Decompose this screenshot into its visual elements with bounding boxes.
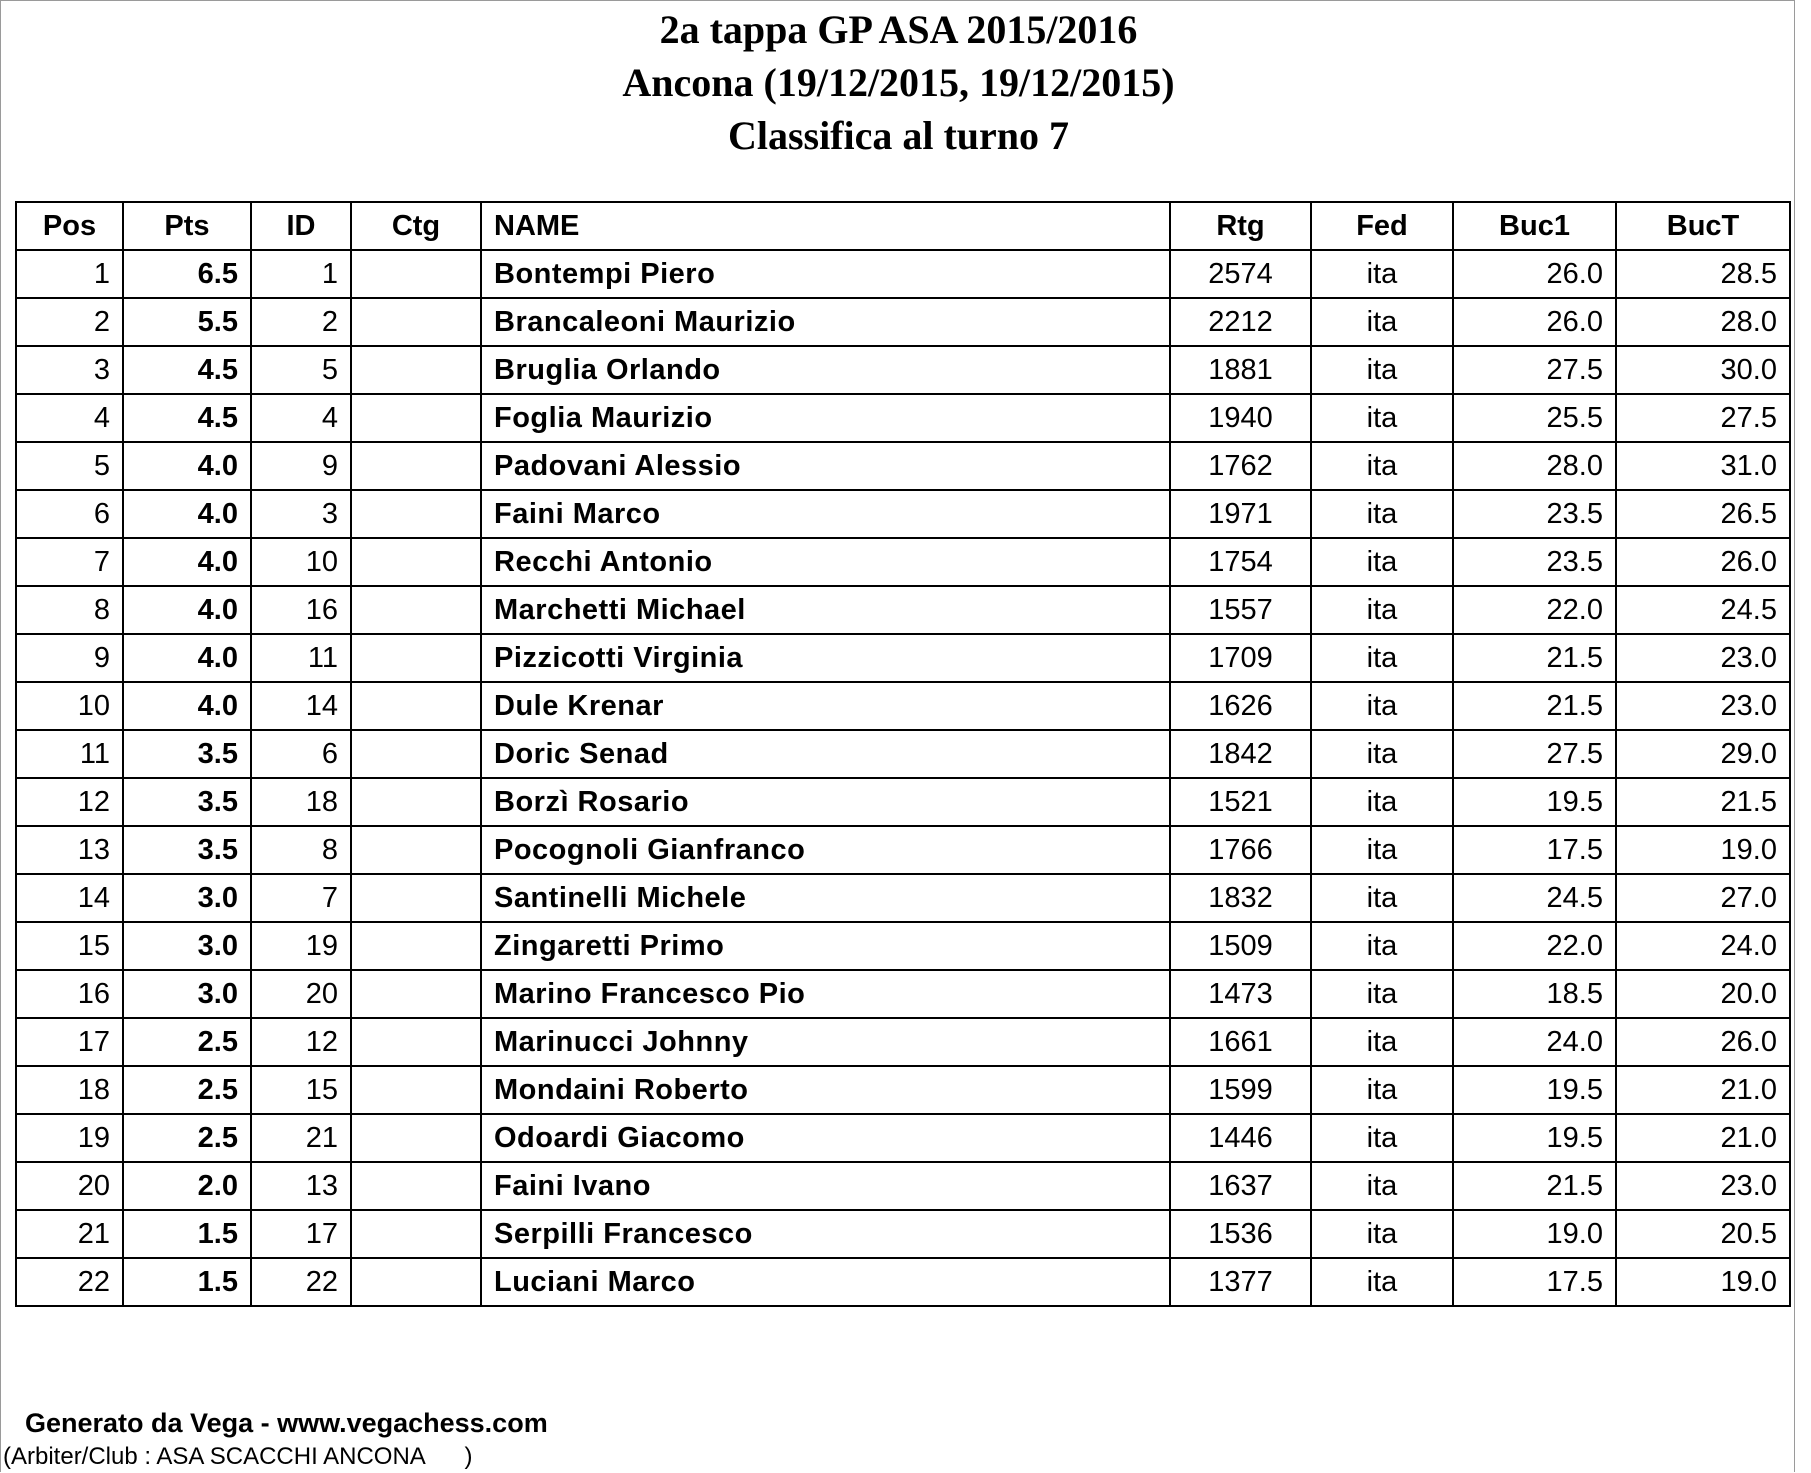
id-cell: 2 (251, 298, 351, 346)
id-cell: 22 (251, 1258, 351, 1306)
ctg-cell (351, 778, 481, 826)
pts-cell: 3.5 (123, 826, 251, 874)
ctg-cell (351, 634, 481, 682)
buct-cell: 19.0 (1616, 826, 1790, 874)
pos-cell: 13 (16, 826, 123, 874)
player-name-cell: Brancaleoni Maurizio (481, 298, 1170, 346)
pts-cell: 5.5 (123, 298, 251, 346)
rating-cell: 1832 (1170, 874, 1311, 922)
player-name-cell: Marinucci Johnny (481, 1018, 1170, 1066)
pts-cell: 1.5 (123, 1258, 251, 1306)
buc1-cell: 27.5 (1453, 730, 1616, 778)
rating-cell: 1536 (1170, 1210, 1311, 1258)
federation-cell: ita (1311, 970, 1453, 1018)
federation-cell: ita (1311, 298, 1453, 346)
rating-cell: 2212 (1170, 298, 1311, 346)
pts-cell: 4.0 (123, 634, 251, 682)
buct-cell: 20.5 (1616, 1210, 1790, 1258)
pts-cell: 4.0 (123, 682, 251, 730)
pos-cell: 7 (16, 538, 123, 586)
player-name-cell: Doric Senad (481, 730, 1170, 778)
federation-cell: ita (1311, 490, 1453, 538)
pts-cell: 3.5 (123, 778, 251, 826)
id-cell: 10 (251, 538, 351, 586)
buct-cell: 30.0 (1616, 346, 1790, 394)
id-cell: 6 (251, 730, 351, 778)
column-header-pos: Pos (16, 202, 123, 250)
rating-cell: 1377 (1170, 1258, 1311, 1306)
table-row (16, 1066, 1790, 1114)
table-row (16, 250, 1790, 298)
ctg-cell (351, 1066, 481, 1114)
id-cell: 18 (251, 778, 351, 826)
rating-cell: 1626 (1170, 682, 1311, 730)
ctg-cell (351, 1018, 481, 1066)
buc1-cell: 26.0 (1453, 298, 1616, 346)
rating-cell: 1661 (1170, 1018, 1311, 1066)
buc1-cell: 19.5 (1453, 1066, 1616, 1114)
ctg-cell (351, 1162, 481, 1210)
document-footer (1, 1405, 548, 1473)
buc1-cell: 17.5 (1453, 1258, 1616, 1306)
rating-cell: 1754 (1170, 538, 1311, 586)
pos-cell: 8 (16, 586, 123, 634)
ctg-cell (351, 1210, 481, 1258)
pos-cell: 18 (16, 1066, 123, 1114)
buct-cell: 24.5 (1616, 586, 1790, 634)
id-cell: 8 (251, 826, 351, 874)
buc1-cell: 22.0 (1453, 586, 1616, 634)
id-cell: 19 (251, 922, 351, 970)
table-row (16, 298, 1790, 346)
pts-cell: 3.0 (123, 970, 251, 1018)
table-row (16, 490, 1790, 538)
pos-cell: 20 (16, 1162, 123, 1210)
buc1-cell: 19.0 (1453, 1210, 1616, 1258)
pos-cell: 16 (16, 970, 123, 1018)
id-cell: 16 (251, 586, 351, 634)
table-row (16, 1018, 1790, 1066)
player-name-cell: Bontempi Piero (481, 250, 1170, 298)
id-cell: 3 (251, 490, 351, 538)
ctg-cell (351, 1258, 481, 1306)
id-cell: 17 (251, 1210, 351, 1258)
buc1-cell: 21.5 (1453, 1162, 1616, 1210)
buc1-cell: 23.5 (1453, 490, 1616, 538)
buc1-cell: 21.5 (1453, 682, 1616, 730)
federation-cell: ita (1311, 1066, 1453, 1114)
table-row (16, 586, 1790, 634)
ctg-cell (351, 586, 481, 634)
player-name-cell: Santinelli Michele (481, 874, 1170, 922)
player-name-cell: Recchi Antonio (481, 538, 1170, 586)
table-row (16, 730, 1790, 778)
rating-cell: 1473 (1170, 970, 1311, 1018)
pos-cell: 15 (16, 922, 123, 970)
rating-cell: 1766 (1170, 826, 1311, 874)
rating-cell: 1709 (1170, 634, 1311, 682)
pos-cell: 19 (16, 1114, 123, 1162)
tournament-title: 2a tappa GP ASA 2015/2016 (659, 7, 1138, 52)
table-row (16, 1210, 1790, 1258)
federation-cell: ita (1311, 394, 1453, 442)
pos-cell: 9 (16, 634, 123, 682)
rating-cell: 1599 (1170, 1066, 1311, 1114)
id-cell: 15 (251, 1066, 351, 1114)
federation-cell: ita (1311, 634, 1453, 682)
id-cell: 9 (251, 442, 351, 490)
column-header-name: NAME (481, 202, 1170, 250)
ctg-cell (351, 250, 481, 298)
pts-cell: 4.0 (123, 586, 251, 634)
pos-cell: 11 (16, 730, 123, 778)
buc1-cell: 23.5 (1453, 538, 1616, 586)
federation-cell: ita (1311, 682, 1453, 730)
pos-cell: 3 (16, 346, 123, 394)
player-name-cell: Zingaretti Primo (481, 922, 1170, 970)
buc1-cell: 27.5 (1453, 346, 1616, 394)
buct-cell: 21.5 (1616, 778, 1790, 826)
pos-cell: 12 (16, 778, 123, 826)
table-row (16, 826, 1790, 874)
rating-cell: 1557 (1170, 586, 1311, 634)
buc1-cell: 26.0 (1453, 250, 1616, 298)
player-name-cell: Odoardi Giacomo (481, 1114, 1170, 1162)
table-row (16, 874, 1790, 922)
id-cell: 21 (251, 1114, 351, 1162)
federation-cell: ita (1311, 346, 1453, 394)
buct-cell: 31.0 (1616, 442, 1790, 490)
column-header-pts: Pts (123, 202, 251, 250)
federation-cell: ita (1311, 730, 1453, 778)
table-header-row (16, 202, 1790, 250)
pos-cell: 10 (16, 682, 123, 730)
pos-cell: 14 (16, 874, 123, 922)
pos-cell: 5 (16, 442, 123, 490)
buc1-cell: 17.5 (1453, 826, 1616, 874)
rating-cell: 1971 (1170, 490, 1311, 538)
ctg-cell (351, 394, 481, 442)
arbiter-club-line: (Arbiter/Club : ASA SCACCHI ANCONA ) (3, 1443, 473, 1470)
ctg-cell (351, 442, 481, 490)
buct-cell: 23.0 (1616, 682, 1790, 730)
buct-cell: 23.0 (1616, 1162, 1790, 1210)
rating-cell: 1940 (1170, 394, 1311, 442)
table-row (16, 682, 1790, 730)
column-header-buct: BucT (1616, 202, 1790, 250)
standings-round-title: Classifica al turno 7 (727, 113, 1070, 158)
pts-cell: 4.5 (123, 346, 251, 394)
id-cell: 5 (251, 346, 351, 394)
id-cell: 13 (251, 1162, 351, 1210)
player-name-cell: Padovani Alessio (481, 442, 1170, 490)
buct-cell: 21.0 (1616, 1114, 1790, 1162)
pts-cell: 4.5 (123, 394, 251, 442)
ctg-cell (351, 346, 481, 394)
buct-cell: 19.0 (1616, 1258, 1790, 1306)
federation-cell: ita (1311, 778, 1453, 826)
buc1-cell: 24.0 (1453, 1018, 1616, 1066)
pos-cell: 1 (16, 250, 123, 298)
rating-cell: 1842 (1170, 730, 1311, 778)
ctg-cell (351, 682, 481, 730)
pts-cell: 2.5 (123, 1066, 251, 1114)
column-header-rtg: Rtg (1170, 202, 1311, 250)
table-row (16, 922, 1790, 970)
table-row (16, 970, 1790, 1018)
player-name-cell: Pizzicotti Virginia (481, 634, 1170, 682)
federation-cell: ita (1311, 874, 1453, 922)
player-name-cell: Pocognoli Gianfranco (481, 826, 1170, 874)
buct-cell: 23.0 (1616, 634, 1790, 682)
buc1-cell: 18.5 (1453, 970, 1616, 1018)
buct-cell: 20.0 (1616, 970, 1790, 1018)
buc1-cell: 19.5 (1453, 1114, 1616, 1162)
federation-cell: ita (1311, 1258, 1453, 1306)
rating-cell: 2574 (1170, 250, 1311, 298)
player-name-cell: Serpilli Francesco (481, 1210, 1170, 1258)
buct-cell: 28.5 (1616, 250, 1790, 298)
pos-cell: 21 (16, 1210, 123, 1258)
federation-cell: ita (1311, 1018, 1453, 1066)
standings-table (15, 201, 1791, 1307)
federation-cell: ita (1311, 250, 1453, 298)
federation-cell: ita (1311, 1162, 1453, 1210)
table-row (16, 442, 1790, 490)
buct-cell: 26.0 (1616, 538, 1790, 586)
table-row (16, 1258, 1790, 1306)
document-header (1, 3, 1796, 162)
pos-cell: 17 (16, 1018, 123, 1066)
pos-cell: 2 (16, 298, 123, 346)
player-name-cell: Marino Francesco Pio (481, 970, 1170, 1018)
buct-cell: 27.5 (1616, 394, 1790, 442)
player-name-cell: Luciani Marco (481, 1258, 1170, 1306)
ctg-cell (351, 538, 481, 586)
pts-cell: 4.0 (123, 442, 251, 490)
id-cell: 20 (251, 970, 351, 1018)
standings-body (16, 250, 1790, 1306)
buc1-cell: 19.5 (1453, 778, 1616, 826)
ctg-cell (351, 826, 481, 874)
buct-cell: 21.0 (1616, 1066, 1790, 1114)
player-name-cell: Dule Krenar (481, 682, 1170, 730)
player-name-cell: Foglia Maurizio (481, 394, 1170, 442)
pts-cell: 3.5 (123, 730, 251, 778)
id-cell: 4 (251, 394, 351, 442)
player-name-cell: Faini Marco (481, 490, 1170, 538)
pts-cell: 6.5 (123, 250, 251, 298)
column-header-id: ID (251, 202, 351, 250)
pts-cell: 2.5 (123, 1018, 251, 1066)
federation-cell: ita (1311, 538, 1453, 586)
buc1-cell: 22.0 (1453, 922, 1616, 970)
column-header-fed: Fed (1311, 202, 1453, 250)
pts-cell: 4.0 (123, 538, 251, 586)
pos-cell: 6 (16, 490, 123, 538)
player-name-cell: Marchetti Michael (481, 586, 1170, 634)
buc1-cell: 24.5 (1453, 874, 1616, 922)
buct-cell: 29.0 (1616, 730, 1790, 778)
federation-cell: ita (1311, 586, 1453, 634)
id-cell: 7 (251, 874, 351, 922)
ctg-cell (351, 970, 481, 1018)
pts-cell: 4.0 (123, 490, 251, 538)
buct-cell: 27.0 (1616, 874, 1790, 922)
table-row (16, 634, 1790, 682)
table-row (16, 394, 1790, 442)
pts-cell: 2.5 (123, 1114, 251, 1162)
ctg-cell (351, 922, 481, 970)
table-row (16, 346, 1790, 394)
federation-cell: ita (1311, 826, 1453, 874)
table-row (16, 1162, 1790, 1210)
buct-cell: 26.5 (1616, 490, 1790, 538)
rating-cell: 1509 (1170, 922, 1311, 970)
rating-cell: 1881 (1170, 346, 1311, 394)
rating-cell: 1637 (1170, 1162, 1311, 1210)
pts-cell: 3.0 (123, 874, 251, 922)
table-row (16, 1114, 1790, 1162)
ctg-cell (351, 298, 481, 346)
player-name-cell: Borzì Rosario (481, 778, 1170, 826)
federation-cell: ita (1311, 1210, 1453, 1258)
id-cell: 1 (251, 250, 351, 298)
ctg-cell (351, 490, 481, 538)
pos-cell: 22 (16, 1258, 123, 1306)
federation-cell: ita (1311, 922, 1453, 970)
rating-cell: 1762 (1170, 442, 1311, 490)
rating-cell: 1521 (1170, 778, 1311, 826)
buct-cell: 28.0 (1616, 298, 1790, 346)
table-row (16, 538, 1790, 586)
ctg-cell (351, 874, 481, 922)
ctg-cell (351, 730, 481, 778)
id-cell: 14 (251, 682, 351, 730)
pts-cell: 3.0 (123, 922, 251, 970)
table-row (16, 778, 1790, 826)
player-name-cell: Faini Ivano (481, 1162, 1170, 1210)
rating-cell: 1446 (1170, 1114, 1311, 1162)
id-cell: 12 (251, 1018, 351, 1066)
tournament-location-dates: Ancona (19/12/2015, 19/12/2015) (622, 60, 1175, 105)
federation-cell: ita (1311, 442, 1453, 490)
pos-cell: 4 (16, 394, 123, 442)
buc1-cell: 25.5 (1453, 394, 1616, 442)
column-header-buc1: Buc1 (1453, 202, 1616, 250)
buct-cell: 24.0 (1616, 922, 1790, 970)
player-name-cell: Mondaini Roberto (481, 1066, 1170, 1114)
player-name-cell: Bruglia Orlando (481, 346, 1170, 394)
buc1-cell: 21.5 (1453, 634, 1616, 682)
pts-cell: 1.5 (123, 1210, 251, 1258)
column-header-ctg: Ctg (351, 202, 481, 250)
pts-cell: 2.0 (123, 1162, 251, 1210)
generator-credit: Generato da Vega - www.vegachess.com (25, 1408, 548, 1438)
ctg-cell (351, 1114, 481, 1162)
buct-cell: 26.0 (1616, 1018, 1790, 1066)
buc1-cell: 28.0 (1453, 442, 1616, 490)
id-cell: 11 (251, 634, 351, 682)
federation-cell: ita (1311, 1114, 1453, 1162)
